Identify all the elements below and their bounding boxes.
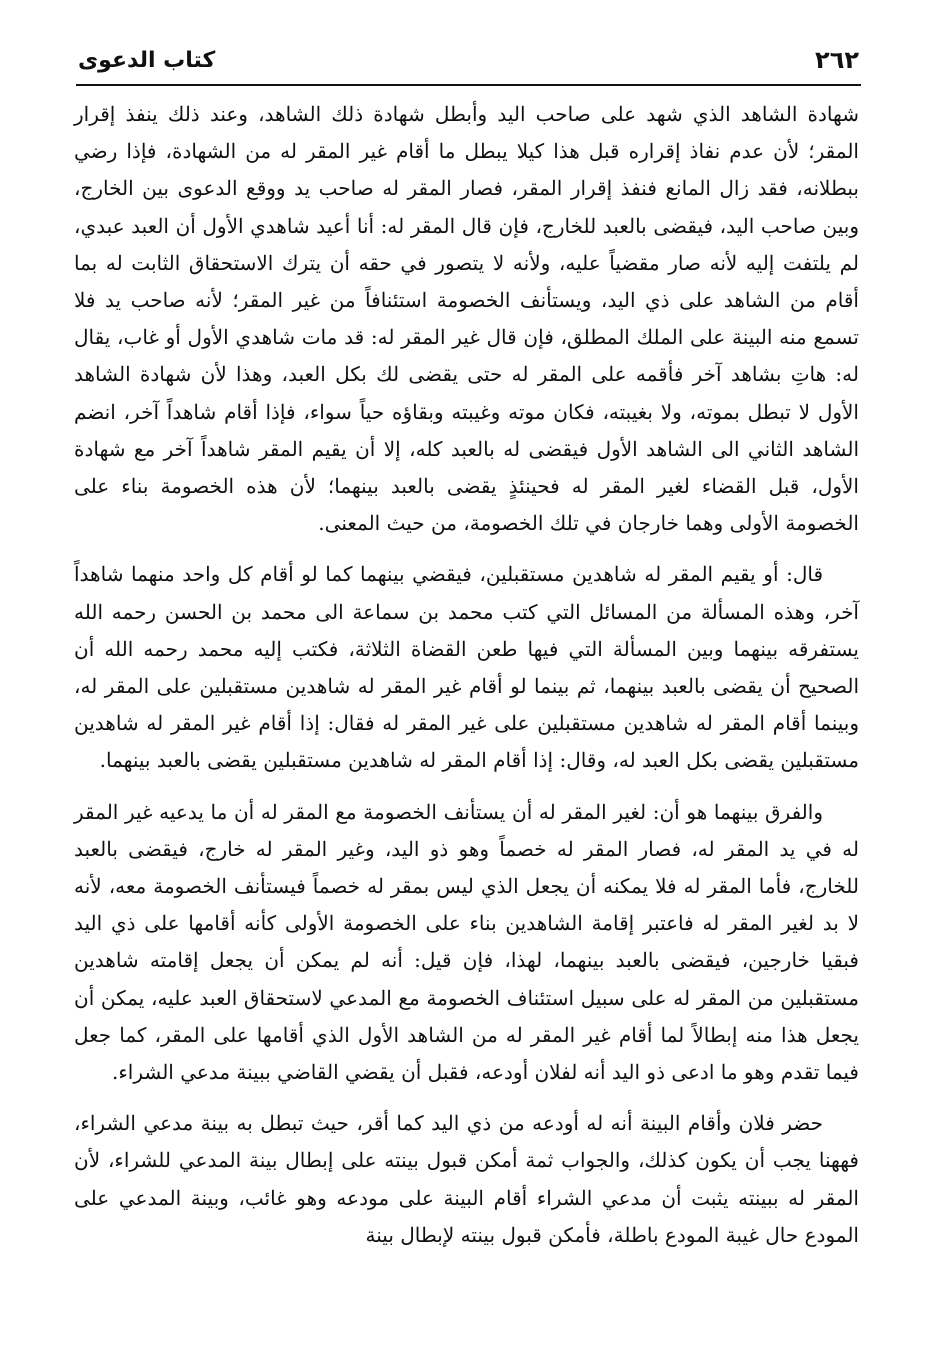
paragraph: والفرق بينهما هو أن: لغير المقر له أن يستأنف الخصومة مع المقر له أن ما يدعيه غير المقر له في يد المقر له، فصار المقر له خصماً وهو ذو اليد، وغير المقر له خارج، فيقضى بالعبد للخارج، فأما المقر له فلا يمكنه أن يجعل الذي ليس بمقر له خصماً فيستأنف الخصومة معه، لأنه لا بد لغير المقر له فاعتبر إقامة الشاهدين بناء على الخصومة الأولى كأنه أقامها على ذي اليد فبقيا خارجين، فيقضى بالعبد بينهما، لهذا، فإن قيل: أنه لم يمكن أن يجعل إقامته شاهدين مستقبلين من المقر له على سبيل استئناف الخصومة مع المدعي لاستحقاق العبد عليه، يمكن أن يجعل هذا منه إبطالاً لما أقام غير المقر له من الشاهد الأول الذي أقامها على المقر، كما جعل فيما تقدم وهو ما ادعى ذو اليد أنه لفلان أودعه، فقبل أن يقضي القاضي ببينة مدعي الشراء. <box>74 799 859 1085</box>
paragraph: شهادة الشاهد الذي شهد على صاحب اليد وأبطل شهادة ذلك الشاهد، وعند ذلك ينفذ إقرار المقر؛ لأن عدم نفاذ إقراره قبل هذا كيلا يبطل ما أقام غير المقر له من الشهادة، فإذا رضي ببطلانه، فقد زال المانع فنفذ إقرار المقر، فصار المقر له صاحب يد ووقع الدعوى بين الخارج، وبين صاحب اليد، فيقضى بالعبد للخارج، فإن قال المقر له: أنا أعيد شاهدي الأول أن العبد عبدي، لم يلتفت إليه لأنه صار مقضياً عليه، ولأنه لا يتصور في حقه أن يترك الاستحقاق الثابت له بما أقام من الشاهد على ذي اليد، ويستأنف الخصومة استئنافاً من غير المقر؛ لأنه صاحب يد فلا تسمع منه البينة على الملك المطلق، فإن قال غير المقر له: قد مات شاهدي الأول أو غاب، يقال له: هاتِ بشاهد آخر فأقمه على المقر له حتى يقضى لك بكل العبد، وهذا لأن شهادة الشاهد الأول لا تبطل بموته، ولا بغيبته، فكان موته وغيبته وبقاؤه حياً سواء، فإذا أقام شاهداً آخر، انضم الشاهد الثاني الى الشاهد الأول فيقضى له بالعبد كله، إلا أن يقيم المقر شاهداً آخر مع شهادة الأول، قبل القضاء لغير المقر له فحينئذٍ يقضى بالعبد بينهما؛ لأن هذه الخصومة بناء على الخصومة الأولى وهما خارجان في تلك الخصومة، من حيث المعنى. <box>74 102 859 536</box>
paragraph: حضر فلان وأقام البينة أنه له أودعه من ذي اليد كما أقر، حيث تبطل به بينة مدعي الشراء، فههنا يجب أن يكون كذلك، والجواب ثمة أمكن قبول بينته على إبطال بينة المدعي للشراء، لأن المقر له ببينته يثبت أن مدعي الشراء أقام البينة على مودعه وهو غائب، وبينة المدعي على المودع حال غيبة المودع باطلة، فأمكن قبول بينته لإبطال بينة <box>74 1111 859 1247</box>
book-title: كتاب الدعوى <box>78 47 216 73</box>
header-divider <box>76 84 861 86</box>
page-number: ٢٦٢ <box>815 46 859 74</box>
body-text <box>74 96 859 1268</box>
running-head <box>78 40 859 80</box>
paragraph: قال: أو يقيم المقر له شاهدين مستقبلين، فيقضي بينهما كما لو أقام كل واحد منهما شاهداً آخر، وهذه المسألة من المسائل التي كتب محمد بن سماعة الى محمد بن الحسن رحمه الله يستفرقه بينهما وبين المسألة التي فيها طعن القضاة الثلاثة، فكتب إليه محمد رحمه الله أن الصحيح أن يقضى بالعبد بينهما، ثم بينما لو أقام غير المقر له شاهدين مستقبلين على المقر له، وبينما أقام المقر له شاهدين مستقبلين على غير المقر له فقال: إذا أقام غير المقر له شاهدين مستقبلين يقضى بكل العبد له، وقال: إذا أقام المقر له شاهدين مستقبلين يقضى بالعبد بينهما. <box>74 562 859 773</box>
